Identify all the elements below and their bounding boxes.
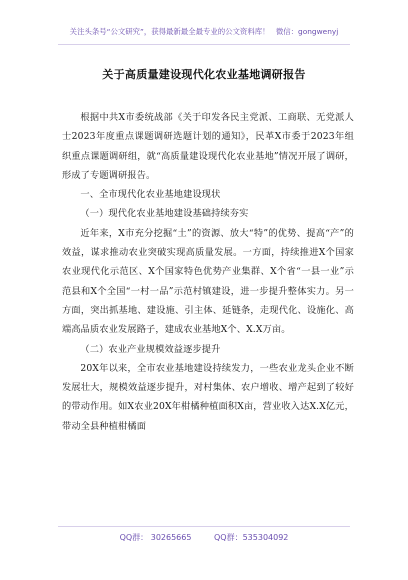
intro-paragraph: 根据中共X市委统战部《关于印发各民主党派、工商联、无党派人士2023年度重点课题调研选题计划的通知》，民革X市委于2023年组织重点课题调研组，就“高质量建设现代化农业基地”情况开展了调研，形成了专题调研报告。	[62, 112, 354, 181]
body-paragraph: 20X年以来，全市农业基地建设持续发力，一些农业龙头企业不断发展壮大，规模效益逐步提升，对村集体、农户增收、增产起到了较好的带动作用。如X农业20X年柑橘种植面积X亩，营业收入达X.X亿元，带动全县种植柑橘面	[62, 362, 354, 432]
subsection-heading: （一）现代化农业基地建设基础持续夯实	[80, 208, 249, 220]
header-divider	[58, 44, 350, 45]
section-heading: 一、全市现代化农业基地建设现状	[80, 189, 221, 201]
qq-group-2: QQ群：535304092	[214, 533, 289, 542]
document-title: 关于高质量建设现代化农业基地调研报告	[102, 68, 306, 81]
promo-banner	[0, 26, 408, 37]
footer-divider	[58, 526, 350, 527]
qq-group-1: QQ群： 30265665	[119, 533, 192, 542]
wechat-label: 微信：gongwenyj	[275, 27, 339, 36]
document-body	[62, 108, 354, 436]
body-paragraph: 近年来，X市充分挖掘“土”的资源、放大“特”的优势、提高“产”的效益，谋求推动农业突破实现高质量发展。一方面，持续推进X个国家农业现代化示范区、X个国家特色优势产业集群、X个省“一县一业”示范县和X个全国“一村一品”示范村镇建设，进一步提升整体实力。另一方面，突出抓基地、建设施、引主体、延链条，走现代化、设施化、高端高品质农业发展路子，建成农业基地X个、X.X万亩。	[62, 227, 354, 336]
footer	[0, 532, 408, 543]
promo-text: 关注头条号“公文研究”，获得最新最全最专业的公文资料库！	[69, 27, 270, 36]
subsection-heading: （二）农业产业规模效益逐步提升	[80, 343, 221, 355]
